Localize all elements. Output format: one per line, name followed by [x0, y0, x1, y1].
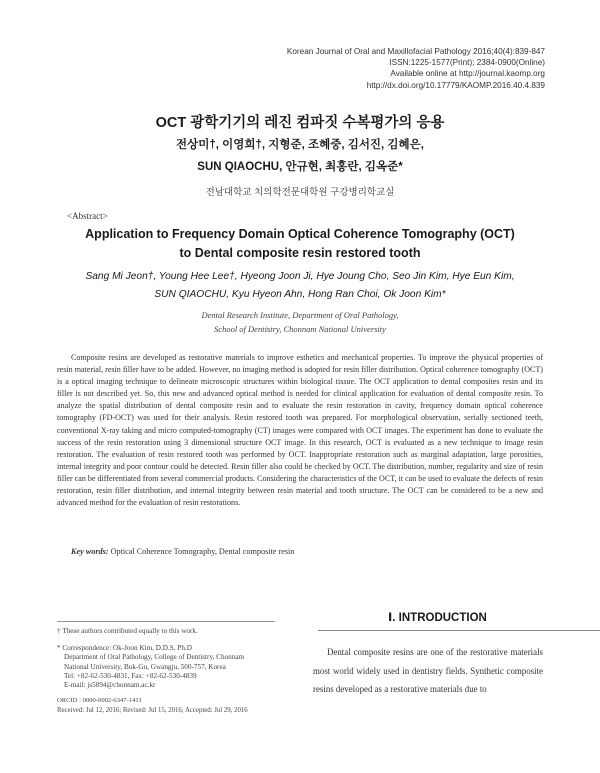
korean-authors-line-1: 전상미†, 이영희†, 지형준, 조혜중, 김서진, 김혜은, [176, 139, 424, 151]
introduction-text: Dental composite resins are one of the restorative materials most world widely used in dentistry fields. Synthetic composite resins developed as a restorative materials due to [313, 647, 543, 694]
keywords-text: Optical Coherence Tomography, Dental composite resin [110, 547, 295, 556]
journal-citation: Korean Journal of Oral and Maxillofacial Pathology 2016;40(4):839-847 [286, 47, 545, 56]
issn: ISSN:1225-1577(Print); 2384-0900(Online) [389, 58, 545, 68]
footnote-divider [57, 621, 275, 622]
keywords [71, 547, 294, 556]
english-authors-line-1: Sang Mi Jeon†, Young Hee Lee†, Hyeong Joon Ji, Hye Joung Cho, Seo Jin Kim, Hye Eun Kim, [85, 271, 515, 282]
korean-title: OCT 광학기기의 레진 컴파짓 수복평가의 응용 [155, 115, 445, 131]
footnote-correspondence [57, 644, 244, 690]
correspondence-name: * Correspondence: Ok-Joon Kim, D.D.S, Ph.D [57, 644, 192, 652]
abstract-label: <Abstract> [67, 211, 108, 221]
korean-affiliation: 전남대학교 치의학전문대학원 구강병리학교실 [205, 187, 395, 198]
section-divider [318, 630, 600, 631]
korean-authors-line-2: SUN QIAOCHU, 안규현, 최홍란, 김옥준* [197, 161, 403, 173]
footnote-equal-contribution: † These authors contributed equally to this work. [57, 627, 198, 635]
correspondence-email: E-mail: js5894@chonnam.ac.kr [64, 681, 156, 690]
english-affiliation-line-2: School of Dentistry, Chonnam National University [214, 324, 386, 334]
correspondence-address: National University, Buk-Gu, Gwangju, 500-757, Korea [64, 662, 226, 671]
doi: http://dx.doi.org/10.17779/KAOMP.2016.40.4.839 [366, 80, 545, 90]
keywords-label: Key words: [71, 547, 109, 556]
correspondence-dept: Department of Oral Pathology, College of Dentistry, Chonnam [64, 653, 245, 662]
english-authors-line-2: SUN QIAOCHU, Kyu Hyeon Ahn, Hong Ran Choi, Ok Joon Kim* [154, 289, 446, 300]
english-title-line-2: to Dental composite resin restored tooth [179, 246, 421, 260]
introduction-heading: Ⅰ. INTRODUCTION [388, 612, 487, 624]
abstract-body: Composite resins are developed as restorative materials to improve esthetics and mechanical properties. To improve the physical properties of resin material, resin filler have to be added. However, no imaging method is adopted for resin filler distribution. Optical coherence tomography (OCT) is a optical imaging technique to delineate microscopic structures within biological tissue. The OCT application to dental composites resin and its filler is not described yet. So, this new and advanced optical method is needed for clinical application for evaluation of dental composite resin. To analyze the spatial distribution of dental composite resin and to evaluate the resin restoration in cavity, frequency domain optical coherence tomography (FD-OCT) was used for their analysis. Resin restored tooth was prepared. For morphological observation, serially sectioned teeth, conventional X-ray taking and micro computed-tomography (CT) images were compared with OCT images. The experiment has done to evaluate the success of the resin restoration using 3 dimensional structure OCT image. In this research, OCT is evaluated as a new technique to image resin restoration. The evaluation of resin restored tooth was performed by OCT. Inappropriate restoration such as marginal adaptation, large porosities, internal integrity and poor contour could be detected. Resin filler also could be checked by OCT. The distribution, number, regularity and size of resin filler can be differentiated from several commercial products. Considering the characteristics of the OCT, it can be used to evaluate the defects of resin restoration, resin filler distribution, and internal integrity between resin material and tooth structure. The OCT can be considered to be a new and advanced method for the evaluation of resin restorations. [57, 353, 543, 508]
correspondence-phone: Tel: +82-62-530-4831, Fax: +82-62-530-4839 [64, 671, 197, 680]
article-dates: Received: Jul 12, 2016; Revised: Jul 15, 2016; Accepted: Jul 29, 2016 [57, 707, 248, 714]
english-affiliation-line-1: Dental Research Institute, Department of Oral Pathology, [201, 310, 399, 320]
online-availability: Available online at http://journal.kaomp.org [390, 69, 545, 79]
english-title-line-1: Application to Frequency Domain Optical Coherence Tomography (OCT) [85, 227, 515, 241]
orcid: ORCID : 0000-0002-6347-1411 [57, 697, 142, 704]
journal-header [287, 46, 545, 91]
